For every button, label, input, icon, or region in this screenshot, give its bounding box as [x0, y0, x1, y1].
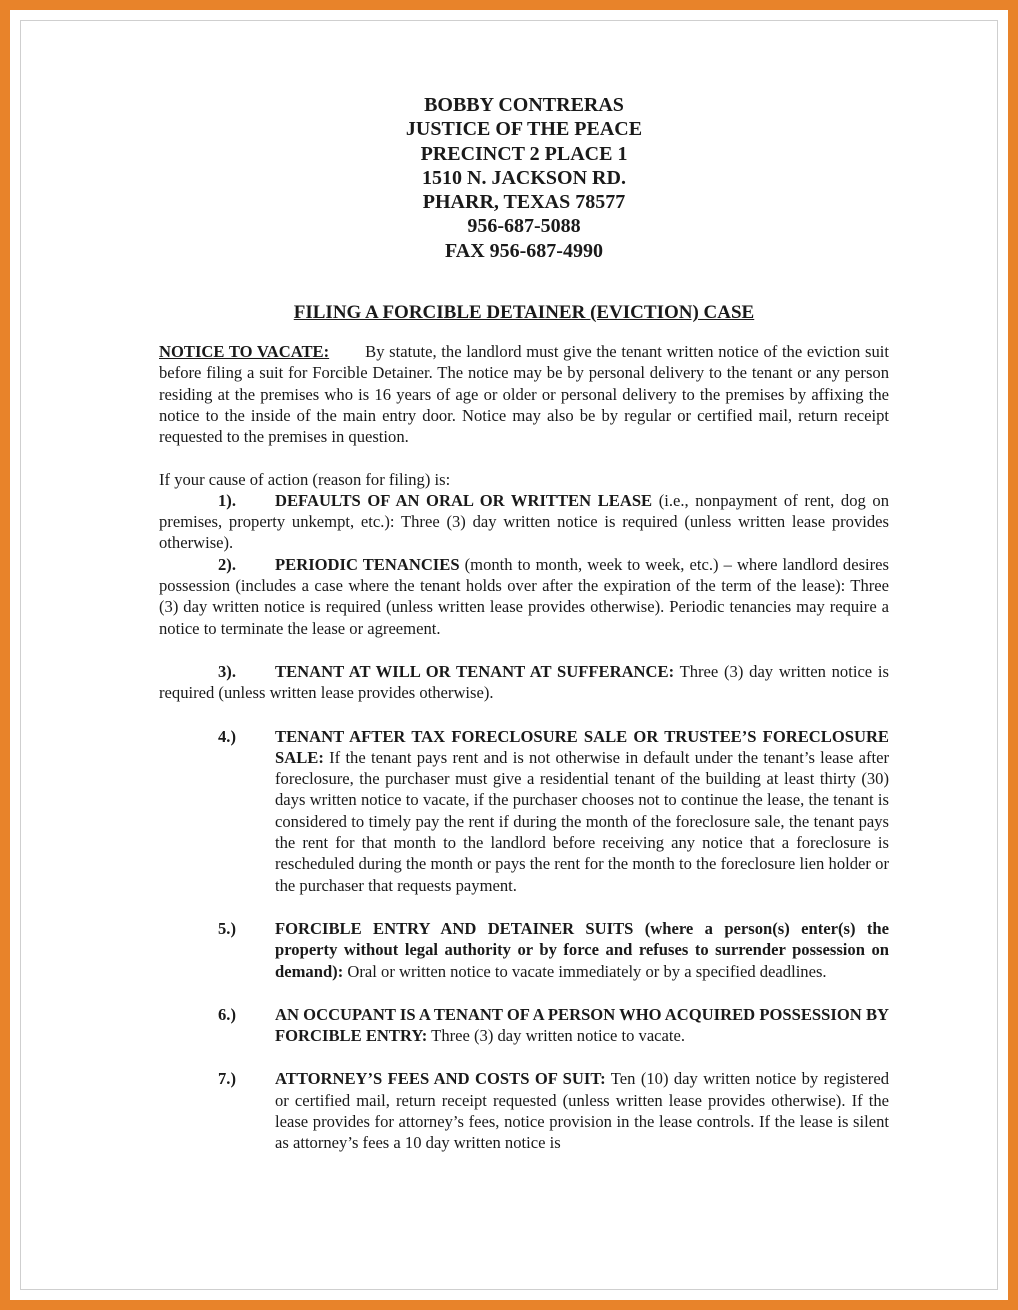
notice-text: By statute, the landlord must give the tenant written notice of the eviction suit before filing a suit for Forcible Detainer. The notice may be by personal delivery to the tenant or any person residing at the premises who is 16 years of age or older or personal delivery to the premises by affixing the notice to the inside of the main entry door. Notice may also be by regular or certified mail, return receipt requested to the premises in question. [159, 342, 889, 447]
city-state-zip: PHARR, TEXAS 78577 [422, 191, 626, 214]
item-heading: AN OCCUPANT IS A TENANT OF A PERSON WHO ACQUIRED POSSESSION BY FORCIBLE ENTRY: [275, 1004, 889, 1046]
item-number: 5.) [218, 918, 236, 938]
item-text: Three (3) day written notice to vacate. [427, 1026, 686, 1046]
list-item [159, 661, 889, 704]
document-body [159, 93, 889, 1154]
item-number: 3). [218, 661, 236, 681]
item-number: 4.) [218, 726, 236, 746]
item-heading: TENANT AT WILL OR TENANT AT SUFFERANCE: [275, 661, 675, 681]
list-item [159, 490, 889, 554]
item-text: Three (3) day written notice is required (unless written lease provides otherwise). [159, 661, 889, 703]
precinct: PRECINCT 2 PLACE 1 [420, 142, 628, 165]
notice-heading: NOTICE TO VACATE: [159, 342, 330, 362]
list-item [159, 1068, 889, 1153]
item-text: (month to month, week to week, etc.) – where landlord desires possession (includes a case where the tenant holds over after the expiration of the term of the lease): Three (3) day written notice is required (unless written lease provides otherwise). Periodic tenancies may require a notice to terminate the lease or agreement. [159, 554, 889, 638]
item-heading: TENANT AFTER TAX FORECLOSURE SALE OR TRUSTEE’S FORECLOSURE SALE: [275, 726, 889, 767]
list-item [159, 1004, 889, 1047]
court-title: JUSTICE OF THE PEACE [405, 118, 643, 141]
judge-name: BOBBY CONTRERAS [424, 94, 624, 116]
intro-line: If your cause of action (reason for filing) is: [159, 469, 451, 489]
item-text: Ten (10) day written notice by registered or certified mail, return receipt requested (unless written lease provides otherwise). If the lease provides for attorney’s fees, notice provision in the lease controls. If the lease is silent as attorney’s fees a 10 day written notice is [275, 1069, 889, 1153]
document-title: FILING A FORCIBLE DETAINER (EVICTION) CASE [293, 302, 755, 324]
item-text: (i.e., nonpayment of rent, dog on premises, property unkempt, etc.): Three (3) day written notice is required (unless written lease provides otherwise). [159, 490, 890, 553]
item-number: 7.) [218, 1069, 236, 1089]
list-item [159, 554, 889, 639]
item-heading: FORCIBLE ENTRY AND DETAINER SUITS (where a person(s) enter(s) the property without legal authority or by force and refuses to surrender possession on demand): [275, 918, 889, 981]
item-number: 2). [218, 554, 236, 574]
item-text: If the tenant pays rent and is not otherwise in default under the tenant’s lease after foreclosure, the purchaser must give a residential tenant of the building at least thirty (30) days written notice to vacate, if the purchaser chooses not to continue the lease, the tenant is considered to timely pay the rent if during the month of the foreclosure sale, the tenant pays the rent for that month to the landlord before receiving any notice that a foreclosure is rescheduled during the month or pays the rent for the month to the foreclosure lien holder or the purchaser that requests payment. [275, 747, 889, 895]
item-heading: PERIODIC TENANCIES [275, 554, 460, 574]
item-number: 1). [218, 490, 236, 510]
list-item [159, 918, 889, 982]
court-header [159, 93, 889, 263]
item-heading: ATTORNEY’S FEES AND COSTS OF SUIT: [275, 1069, 606, 1089]
item-text: Oral or written notice to vacate immediately or by a specified deadlines. [343, 961, 827, 981]
item-number: 6.) [218, 1004, 236, 1024]
list-item [159, 726, 889, 896]
street-address: 1510 N. JACKSON RD. [422, 166, 626, 189]
notice-paragraph [159, 341, 889, 447]
item-heading: DEFAULTS OF AN ORAL OR WRITTEN LEASE [275, 490, 653, 510]
fax-number: FAX 956-687-4990 [445, 239, 603, 262]
phone-number: 956-687-5088 [467, 215, 581, 238]
